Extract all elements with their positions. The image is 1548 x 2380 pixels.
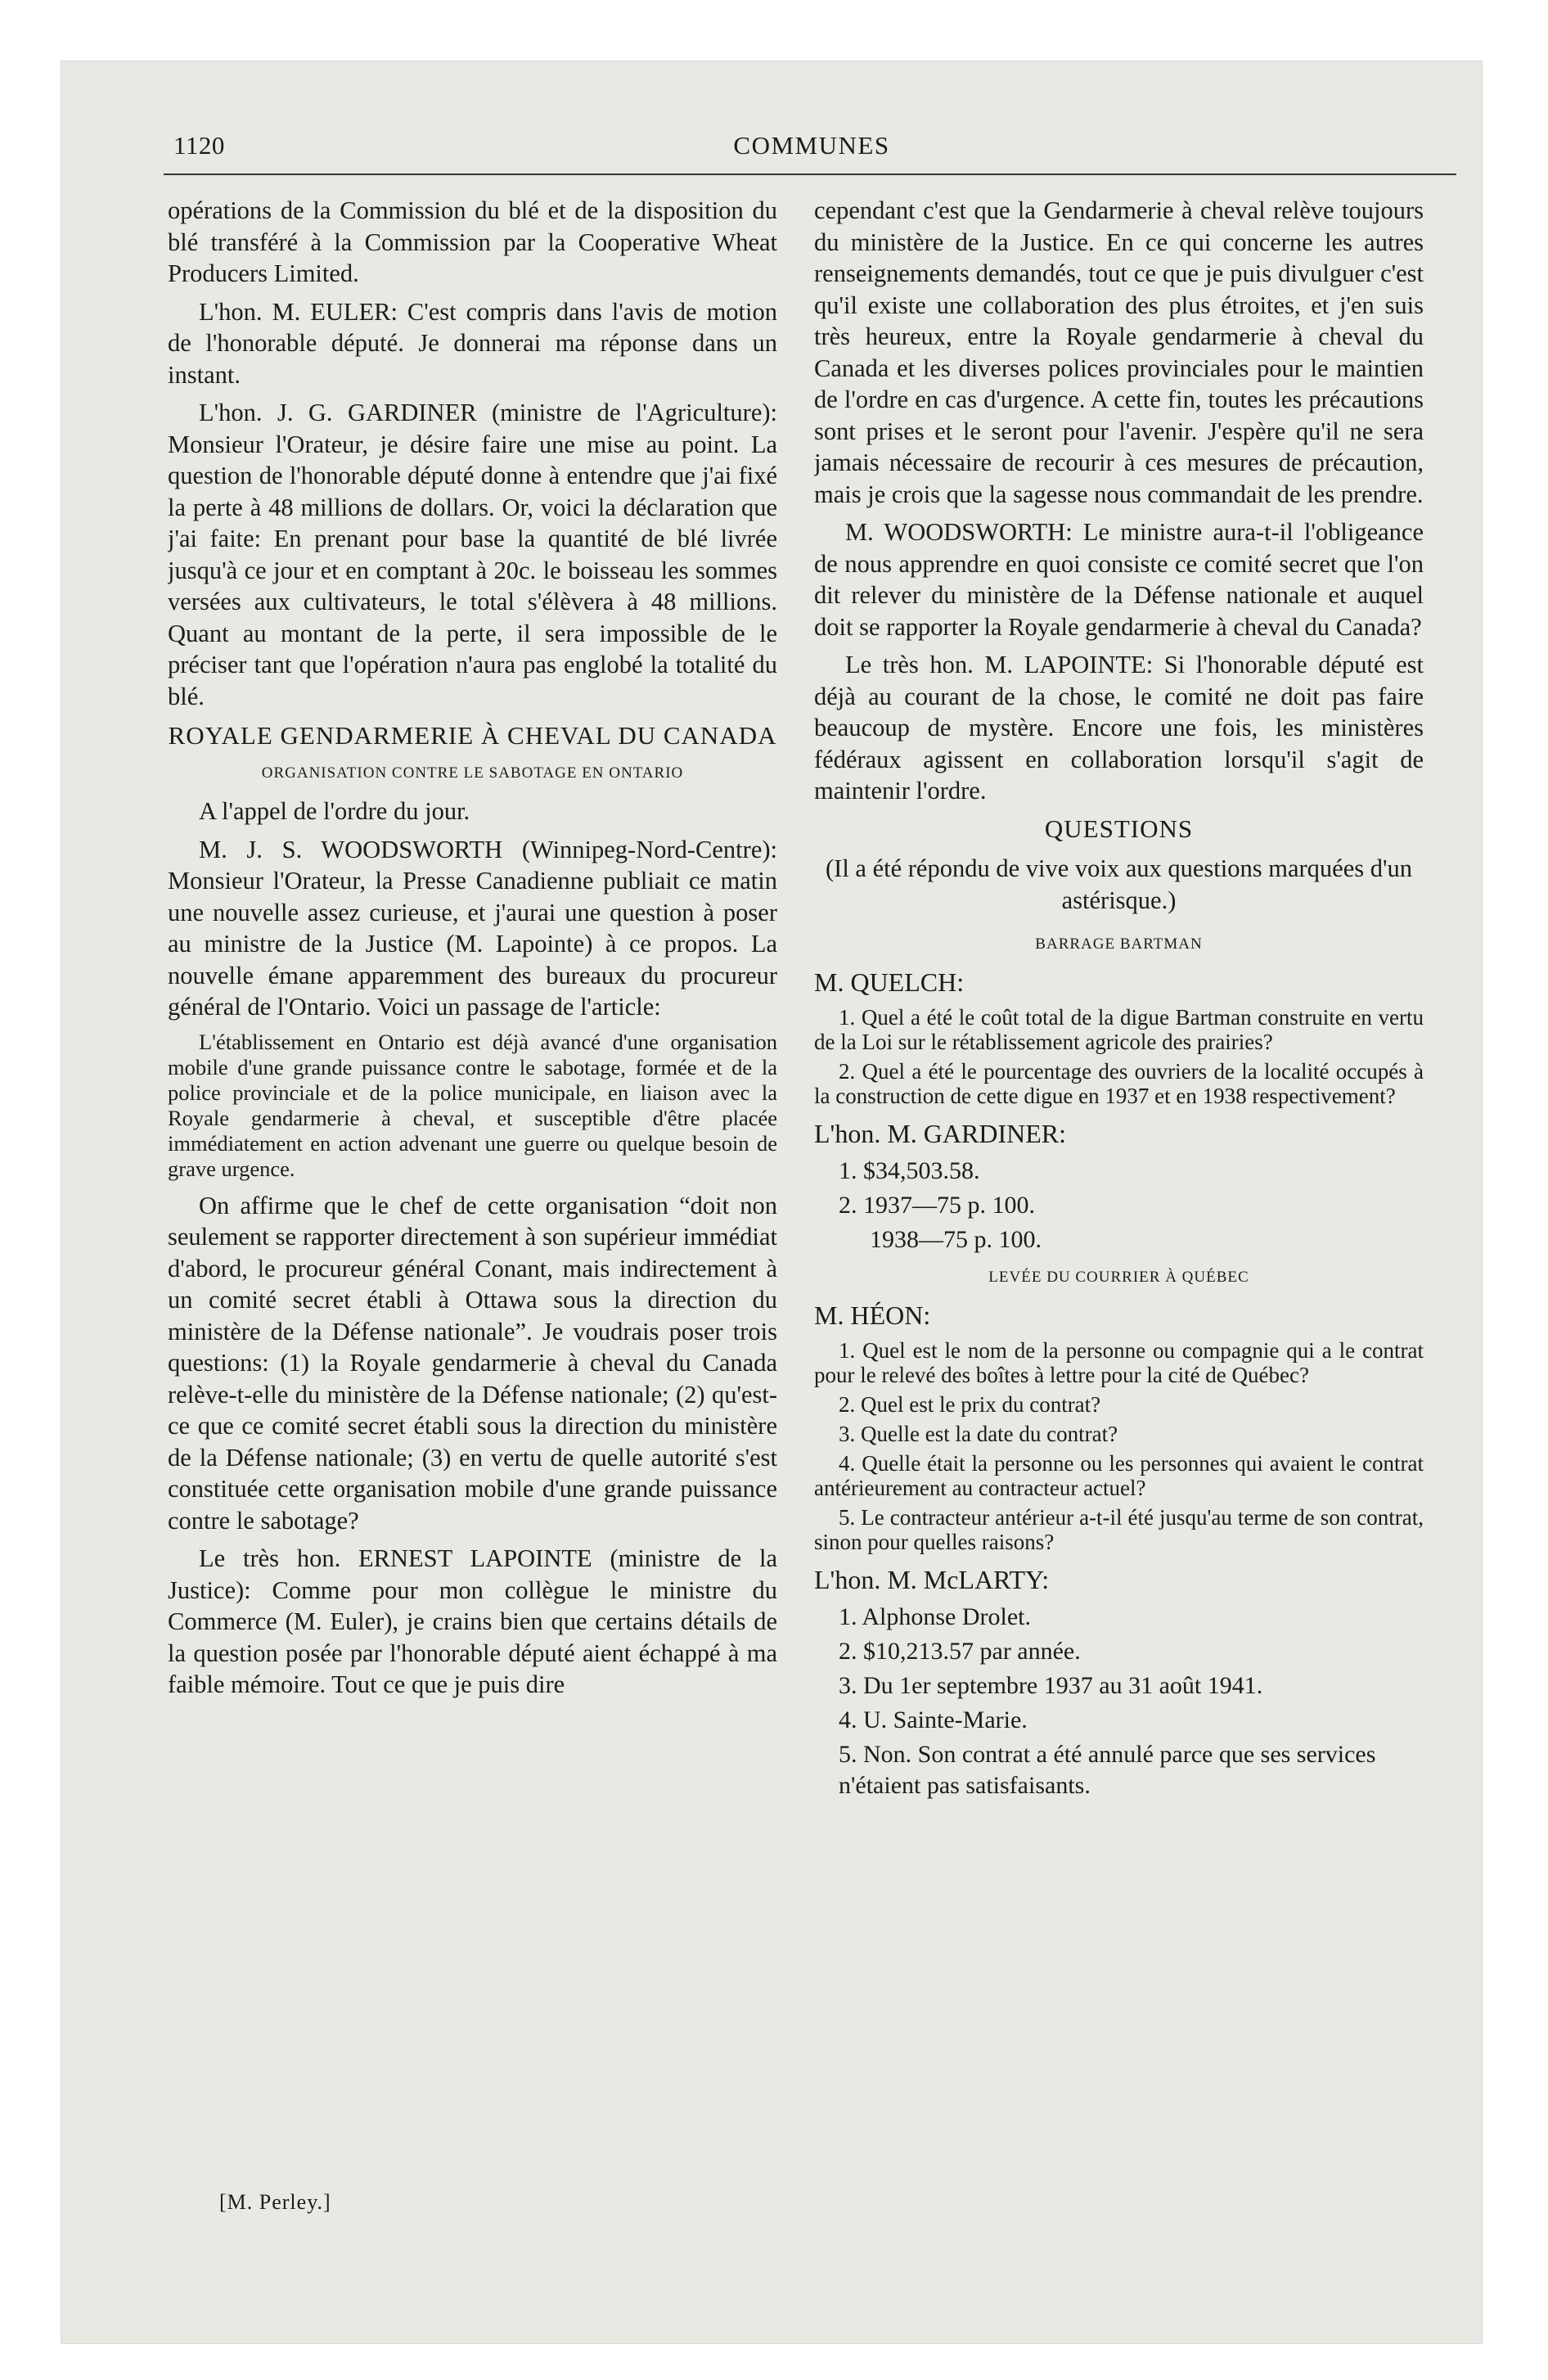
paragraph: M. WOODSWORTH: Le ministre aura-t-il l'obligeance de nous apprendre en quoi consiste ce comité secret que l'on dit relever du ministère de la Défense nationale et auquel doit se rapporter la Royale gendarmerie à cheval du Canada? <box>814 518 1424 641</box>
page-number: 1120 <box>173 131 225 160</box>
section-title: ROYALE GENDARMERIE À CHEVAL DU CANADA <box>168 721 777 750</box>
questions-heading: QUESTIONS <box>1044 814 1194 843</box>
list-item: 3. Du 1er septembre 1937 au 31 août 1941. <box>839 1672 1263 1699</box>
list-item: 1. Alphonse Drolet. <box>839 1603 1031 1630</box>
footer-note: [M. Perley.] <box>219 2190 331 2214</box>
list-item: 5. Le contracteur antérieur a-t-il été jusqu'au terme de son contrat, sinon pour quelles raisons? <box>814 1504 1424 1554</box>
paragraph: Le très hon. ERNEST LAPOINTE (ministre de la Justice): Comme pour mon collègue le ministre du Commerce (M. Euler), je crains bien que certains détails de la question posée par l'honorable député aient échappé à ma faible mémoire. Tout ce que je puis dire <box>168 1544 777 1698</box>
list-item: 2. Quel a été le pourcentage des ouvriers de la localité occupés à la construction de cette digue en 1937 et en 1938 respectivement? <box>814 1058 1424 1108</box>
list-item: 2. Quel est le prix du contrat? <box>839 1391 1101 1417</box>
paragraph: L'hon. J. G. GARDINER (ministre de l'Agriculture): Monsieur l'Orateur, je désire faire une mise au point. La question de l'honorable député donne à entendre que j'ai fixé la perte à 48 millions de dollars. Or, voici la déclaration que j'ai faite: En prenant pour base la quantité de blé livrée jusqu'à ce jour et en comptant à 20c. le boisseau les sommes versées aux cultivateurs, le total s'élèvera à 48 millions. Quant au montant de la perte, il sera impossible de le préciser tant que l'opération n'aura pas englobé la totalité du blé. <box>168 399 777 710</box>
paragraph: Le très hon. M. LAPOINTE: Si l'honorable député est déjà au courant de la chose, le comité ne doit pas faire beaucoup de mystère. Encore une fois, les ministères fédéraux agissent en collaboration lorsqu'il s'agit de maintenir l'ordre. <box>814 651 1424 805</box>
courrier-questions <box>814 1338 1424 1554</box>
subsection-title: ORGANISATION CONTRE LE SABOTAGE EN ONTARIO <box>261 764 684 782</box>
list-item: 1. Quel a été le coût total de la digue Bartman construite en vertu de la Loi sur le rétablissement agricole des prairies? <box>814 1004 1424 1054</box>
list-item: 3. Quelle est la date du contrat? <box>839 1421 1118 1446</box>
barrage-questions <box>814 1005 1424 1108</box>
list-item: 5. Non. Son contrat a été annulé parce que ses services n'étaient pas satisfaisants. <box>839 1741 1376 1799</box>
speaker-heon: M. HÉON: <box>814 1300 931 1330</box>
courrier-answers <box>814 1602 1424 1801</box>
list-item: 4. U. Sainte-Marie. <box>839 1706 1028 1733</box>
speaker-mclarty: L'hon. M. McLARTY: <box>814 1564 1050 1594</box>
header-rule <box>164 174 1456 175</box>
page-header <box>173 123 1450 175</box>
list-item: 1938—75 p. 100. <box>870 1226 1042 1253</box>
barrage-title: BARRAGE BARTMAN <box>1035 935 1203 953</box>
speaker-quelch: M. QUELCH: <box>814 967 965 997</box>
right-column <box>814 195 1424 2241</box>
list-item: 1. Quel est le nom de la personne ou compagnie qui a le contrat pour le relevé des boîtes à lettre pour la cité de Québec? <box>814 1337 1424 1387</box>
paragraph: L'hon. M. EULER: C'est compris dans l'avis de motion de l'honorable député. Je donnerai ma réponse dans un instant. <box>168 297 777 389</box>
paragraph: cependant c'est que la Gendarmerie à cheval relève toujours du ministère de la Justice. En ce qui concerne les autres renseignements demandés, tout ce que je puis divulguer c'est qu'il existe une collaboration des plus étroites, et j'en suis très heureux, entre la Royale gendarmerie à cheval du Canada et les diverses polices provinciales pour le maintien de l'ordre en cas d'urgence. A cette fin, toutes les précautions sont prises et le seront pour l'avenir. J'espère qu'il ne sera jamais nécessaire de recourir à ces mesures de précaution, mais je crois que la sagesse nous commandait de les prendre. <box>814 196 1424 508</box>
paragraph: opérations de la Commission du blé et de la disposition du blé transféré à la Commission par la Cooperative Wheat Producers Limited. <box>168 196 777 287</box>
quotation: L'établissement en Ontario est déjà avancé d'une organisation mobile d'une grande puissance contre le sabotage, formée et de la police provinciale et de la police municipale, en liaison avec la Royale gendarmerie à cheval, et susceptible d'être placée immédiatement en action advenant une guerre ou quelque besoin de grave urgence. <box>168 1029 777 1181</box>
paragraph: On affirme que le chef de cette organisation “doit non seulement se rapporter directement à son supérieur immédiat d'abord, le procureur général Conant, mais indirectement à un comité secret établi à Ottawa sous la direction du ministère de la Défense nationale”. Je voudrais poser trois questions: (1) la Royale gendarmerie à cheval du Canada relève-t-elle du ministère de la Défense nationale; (2) qu'est-ce que ce comité secret établi sous la direction du ministère de la Défense nationale; (3) en vertu de quelle autorité s'est constituée cette organisation mobile d'une grande puissance contre le sabotage? <box>168 1191 777 1535</box>
speaker-gardiner: L'hon. M. GARDINER: <box>814 1118 1066 1148</box>
running-head: COMMUNES <box>733 131 890 160</box>
list-item: 2. 1937—75 p. 100. <box>839 1192 1035 1219</box>
questions-note: (Il a été répondu de vive voix aux questions marquées d'un astérisque.) <box>826 854 1412 914</box>
list-item: 1. $34,503.58. <box>839 1157 980 1184</box>
barrage-answers <box>814 1156 1424 1255</box>
list-item: 4. Quelle était la personne ou les personnes qui avaient le contrat antérieurement au contracteur actuel? <box>814 1450 1424 1500</box>
list-item: 2. $10,213.57 par année. <box>839 1638 1081 1665</box>
left-column <box>168 195 777 2241</box>
courrier-title: LEVÉE DU COURRIER À QUÉBEC <box>988 1269 1249 1286</box>
paragraph: M. J. S. WOODSWORTH (Winnipeg-Nord-Centre): Monsieur l'Orateur, la Presse Canadienne publiait ce matin une nouvelle assez curieuse, et j'aurai une question à poser au ministre de la Justice (M. Lapointe) à ce propos. La nouvelle émane apparemment des bureaux du procureur général de l'Ontario. Voici un passage de l'article: <box>168 835 777 1021</box>
paragraph: A l'appel de l'ordre du jour. <box>199 797 470 825</box>
